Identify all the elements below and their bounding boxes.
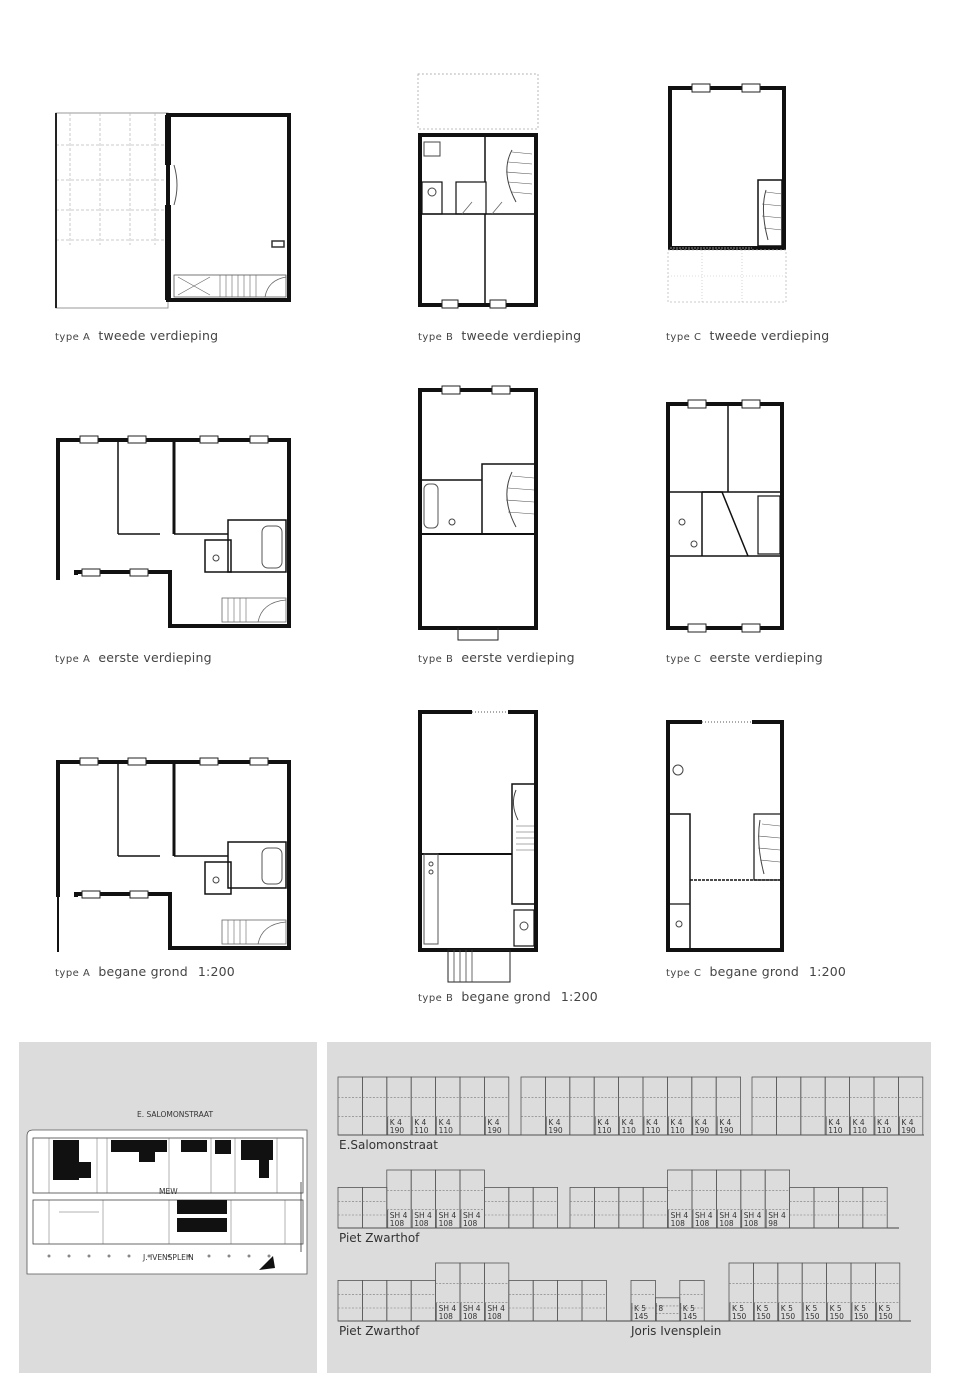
elevation-unit-size: 150: [780, 1312, 796, 1321]
elevation-unit-type: SH 4: [414, 1211, 432, 1220]
elevation-house: [752, 1077, 776, 1135]
elevation-unit-size: 108: [487, 1312, 502, 1321]
elevation-house: [484, 1187, 508, 1228]
caption-type-c-ground-floor: type C begane grond 1:200: [666, 964, 847, 979]
elevation-house: [460, 1077, 484, 1135]
elevation-unit-type: K 4: [828, 1118, 841, 1127]
elevation-unit-size: 98: [768, 1219, 778, 1228]
site-plan: [19, 1042, 317, 1373]
site-north-street: E. SALOMONSTRAAT: [137, 1110, 214, 1119]
elevation-unit-size: 190: [487, 1126, 502, 1135]
elevation-unit-size: 108: [463, 1312, 478, 1321]
elevation-house: [509, 1280, 533, 1321]
elevation-house: [582, 1280, 606, 1321]
elevation-unit-type: K 4: [646, 1118, 659, 1127]
elevation-unit-size: 150: [829, 1312, 844, 1321]
caption-type-b-second-floor: type B tweede verdieping: [418, 328, 582, 343]
plan-type-c-ground-floor: [662, 714, 792, 959]
elevation-unit-size: 150: [805, 1312, 820, 1321]
elevation-unit-size: 110: [828, 1126, 843, 1135]
elevation-unit-size: 190: [548, 1126, 563, 1135]
elevation-unit-type: K 5: [682, 1304, 695, 1313]
elevation-unit-size: 108: [414, 1219, 429, 1228]
elevation-unit-type: K 4: [719, 1118, 732, 1127]
caption-type-b-first-floor: type B eerste verdieping: [418, 650, 575, 665]
elevation-house: [338, 1077, 362, 1135]
elevation-unit-size: 108: [719, 1219, 734, 1228]
plan-type-a-ground-floor: [50, 752, 300, 957]
elevation-unit-type: K 5: [878, 1304, 891, 1313]
elevation-unit-size: 110: [414, 1126, 429, 1135]
elevation-unit-size: 150: [732, 1312, 747, 1321]
elevation-house: [533, 1280, 557, 1321]
elevation-unit-type: SH 4: [743, 1211, 762, 1220]
elevation-unit-size: 108: [743, 1219, 759, 1228]
elevation-house: [387, 1280, 411, 1321]
elevation-unit-size: 110: [438, 1126, 453, 1135]
elevation-unit-type: K 4: [621, 1118, 634, 1127]
elevation-unit-type: SH 4: [438, 1211, 457, 1220]
caption-type-a-second-floor: type A tweede verdieping: [55, 328, 219, 343]
elevation-unit-size: 190: [694, 1126, 710, 1135]
elevation-house: [776, 1077, 800, 1135]
elevation-unit-type: K 5: [732, 1304, 745, 1313]
elevation-house: [814, 1187, 838, 1228]
elevation-unit-type: SH 4: [463, 1304, 481, 1313]
elevation-house: [838, 1187, 862, 1228]
elevation-unit-size: 190: [389, 1126, 405, 1135]
street-label-e-salomonstraat: E.Salomonstraat: [339, 1138, 438, 1152]
elevation-unit-type: K 4: [694, 1118, 707, 1127]
site-mew-label: MEW: [159, 1187, 178, 1196]
site-plan-panel: [19, 1042, 317, 1373]
elevation-unit-type: K 5: [756, 1304, 769, 1313]
street-label-piet-zwarthof-1: Piet Zwarthof: [339, 1231, 420, 1245]
elevation-unit-size: 108: [438, 1219, 453, 1228]
elevation-unit-size: 110: [621, 1126, 636, 1135]
elevation-unit-type: K 4: [852, 1118, 865, 1127]
elevation-unit-size: 190: [901, 1126, 916, 1135]
caption-type-c-first-floor: type C eerste verdieping: [666, 650, 823, 665]
elevation-house: [533, 1187, 557, 1228]
elevation-house: [558, 1280, 582, 1321]
elevation-unit-type: K 4: [548, 1118, 561, 1127]
elevation-unit-size: 145: [634, 1312, 649, 1321]
elevation-unit-type: SH 4: [695, 1211, 713, 1220]
elevation-unit-size: 108: [463, 1219, 478, 1228]
elevation-house: [338, 1280, 362, 1321]
elevation-unit-type: K 5: [780, 1304, 793, 1313]
elevation-unit-size: 110: [646, 1126, 661, 1135]
elevation-unit-type: K 4: [901, 1118, 914, 1127]
elevation-unit-type: K 4: [438, 1118, 451, 1127]
elevation-house: [594, 1187, 618, 1228]
elevation-unit-type: SH 4: [487, 1304, 505, 1313]
street-label-joris-ivensplein: Joris Ivensplein: [631, 1324, 722, 1338]
elevation-unit-size: 190: [719, 1126, 734, 1135]
elevation-unit-size: 110: [877, 1126, 892, 1135]
plan-type-b-ground-floor: [412, 704, 547, 986]
caption-type-c-second-floor: type C tweede verdieping: [666, 328, 830, 343]
elevation-house: [863, 1187, 887, 1228]
elevation-unit-type: SH 4: [438, 1304, 457, 1313]
elevation-unit-type: SH 4: [463, 1211, 481, 1220]
plan-type-a-first-floor: [50, 430, 300, 635]
elevations-panel: [327, 1042, 931, 1373]
plan-type-b-second-floor: [412, 62, 547, 312]
elevation-unit-type: SH 4: [768, 1211, 786, 1220]
elevation-unit-type: SH 4: [670, 1211, 689, 1220]
caption-type-a-ground-floor: type A begane grond 1:200: [55, 964, 235, 979]
plan-type-b-first-floor: [412, 382, 547, 644]
elevation-house: [643, 1187, 667, 1228]
caption-type-a-first-floor: type A eerste verdieping: [55, 650, 212, 665]
street-label-piet-zwarthof-2: Piet Zwarthof: [339, 1324, 420, 1338]
elevation-unit-type: SH 4: [389, 1211, 408, 1220]
elevation-unit-type: K 5: [634, 1304, 647, 1313]
plan-type-c-first-floor: [662, 396, 792, 636]
elevation-unit-size: 108: [695, 1219, 710, 1228]
site-south-street: J. IVENSPLEIN: [143, 1253, 194, 1262]
elevation-unit-type: K 4: [389, 1118, 402, 1127]
elevation-house: [570, 1187, 594, 1228]
elevation-house: [570, 1077, 594, 1135]
elevation-unit-type: K 5: [829, 1304, 842, 1313]
elevation-unit-size: 110: [852, 1126, 867, 1135]
elevation-unit-type: K 5: [805, 1304, 818, 1313]
elevation-unit-size: 110: [597, 1126, 612, 1135]
elevation-unit-size: 150: [878, 1312, 893, 1321]
elevation-house: [362, 1077, 386, 1135]
elevation-unit-size: 108: [389, 1219, 405, 1228]
elevation-unit-type: K 4: [597, 1118, 610, 1127]
plan-type-a-second-floor: [50, 105, 300, 310]
elevation-house: [362, 1187, 386, 1228]
elevation-unit-size: 145: [682, 1312, 698, 1321]
elevation-unit-type: K 4: [670, 1118, 683, 1127]
elevation-unit-type: K 4: [877, 1118, 890, 1127]
elevation-unit-type: K 5: [854, 1304, 867, 1313]
elevation-unit-size: 110: [670, 1126, 685, 1135]
elevation-house: [790, 1187, 814, 1228]
caption-type-b-ground-floor: type B begane grond 1:200: [418, 989, 598, 1004]
elevation-unit-size: 150: [756, 1312, 771, 1321]
elevation-unit-type: K 4: [414, 1118, 427, 1127]
plan-type-c-second-floor: [662, 80, 792, 315]
elevation-house: [521, 1077, 545, 1135]
elevation-house: [411, 1280, 435, 1321]
elevation-unit-size: 108: [670, 1219, 685, 1228]
elevation-unit-type: 8: [658, 1304, 664, 1313]
elevation-house: [509, 1187, 533, 1228]
elevation-unit-type: K 4: [487, 1118, 500, 1127]
elevation-unit-size: 108: [438, 1312, 453, 1321]
elevation-house: [362, 1280, 386, 1321]
elevation-house: [619, 1187, 643, 1228]
elevation-house: [801, 1077, 825, 1135]
elevation-house: [338, 1187, 362, 1228]
elevation-unit-size: 150: [854, 1312, 869, 1321]
elevation-unit-type: SH 4: [719, 1211, 737, 1220]
